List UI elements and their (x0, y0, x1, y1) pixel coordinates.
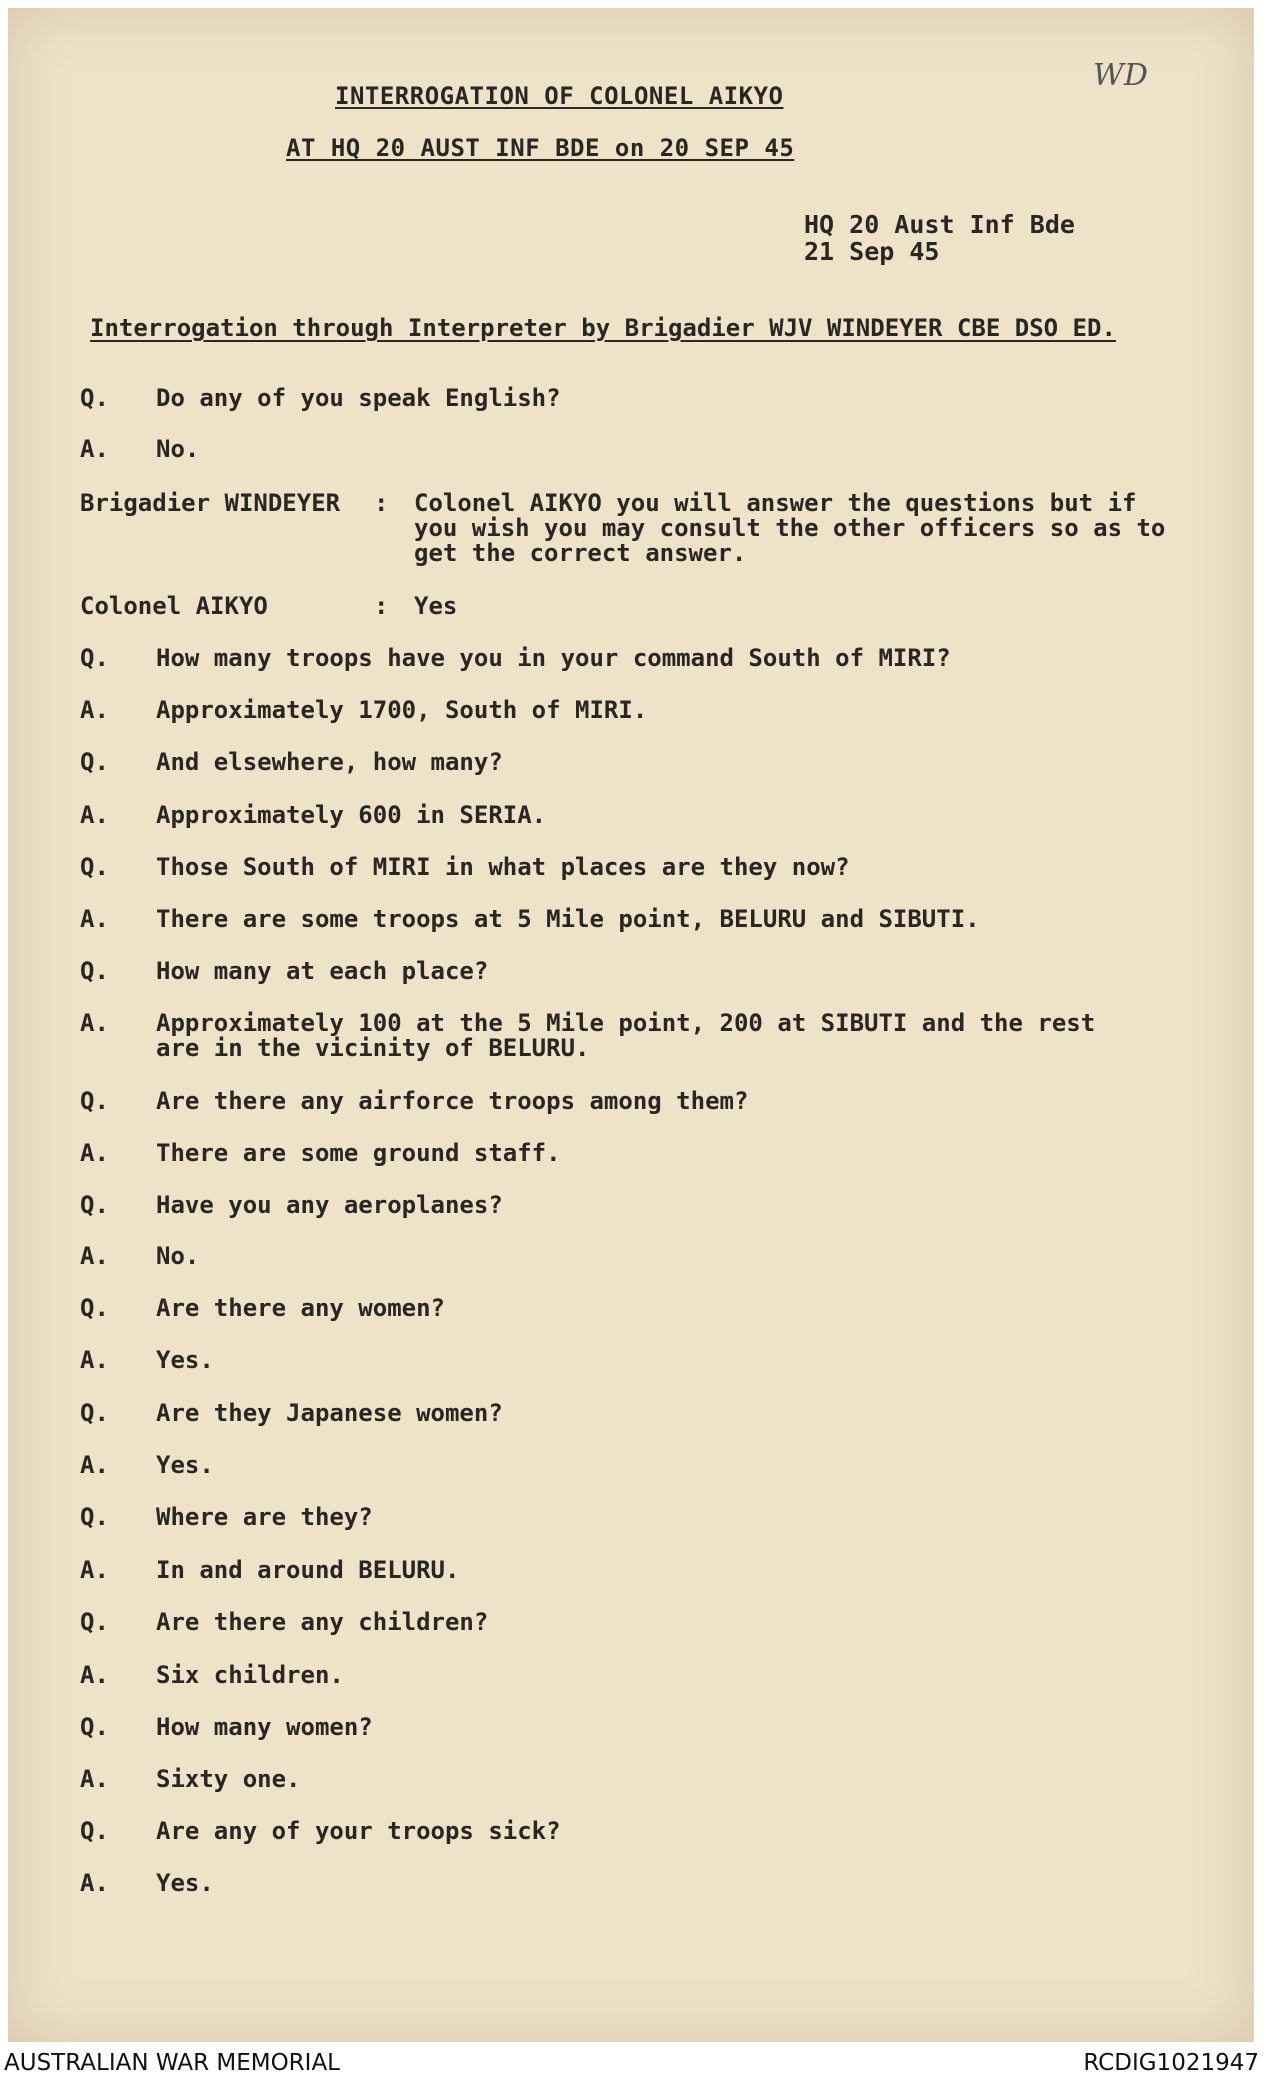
speaker-colon: : (374, 592, 389, 620)
row-text-line: Approximately 100 at the 5 Mile point, 200 at SIBUTI and the rest (156, 1009, 1096, 1037)
speaker-name: Colonel AIKYO (80, 592, 268, 620)
footer-source: AUSTRALIAN WAR MEMORIAL (4, 2050, 340, 2076)
row-label: Q. (80, 748, 109, 776)
row-text: Approximately 600 in SERIA. (156, 801, 547, 829)
row-label: Q. (80, 1503, 109, 1531)
row-text-line: are in the vicinity of BELURU. (156, 1034, 590, 1062)
row-text: Are any of your troops sick? (156, 1817, 561, 1845)
row-text: Are there any children? (156, 1608, 489, 1636)
row-label: A. (80, 1765, 109, 1793)
row-text: Approximately 1700, South of MIRI. (156, 696, 648, 724)
speaker-colon: : (374, 489, 389, 517)
row-text: And elsewhere, how many? (156, 748, 503, 776)
row-label: Q. (80, 1399, 109, 1427)
row-text: Those South of MIRI in what places are they now? (156, 853, 850, 881)
row-text: Where are they? (156, 1503, 373, 1531)
row-text: There are some ground staff. (156, 1139, 561, 1167)
row-text: Are they Japanese women? (156, 1399, 503, 1427)
handwritten-mark: WD (1093, 58, 1148, 93)
row-text (156, 1011, 1095, 1061)
row-text: Are there any women? (156, 1294, 445, 1322)
statement-line: get the correct answer. (414, 539, 747, 567)
row-text: How many women? (156, 1713, 373, 1741)
row-label: Q. (80, 1294, 109, 1322)
statement-line: you wish you may consult the other officers so as to (414, 514, 1166, 542)
header-date: 21 Sep 45 (804, 237, 940, 266)
statement-text: Yes (414, 592, 458, 620)
row-text: Yes. (156, 1346, 214, 1374)
row-label: Q. (80, 384, 109, 412)
row-text: No. (156, 435, 200, 463)
row-label: A. (80, 1346, 109, 1374)
row-text: How many at each place? (156, 957, 489, 985)
row-label: A. (80, 696, 109, 724)
row-label: Q. (80, 1608, 109, 1636)
row-text: Do any of you speak English? (156, 384, 561, 412)
archive-footer (0, 2042, 1271, 2082)
row-text: Are there any airforce troops among them? (156, 1087, 749, 1115)
row-text: Yes. (156, 1869, 214, 1897)
row-text: Sixty one. (156, 1765, 301, 1793)
row-label: Q. (80, 853, 109, 881)
row-label: A. (80, 1139, 109, 1167)
row-label: A. (80, 905, 109, 933)
document-subtitle: AT HQ 20 AUST INF BDE on 20 SEP 45 (286, 134, 795, 162)
row-label: A. (80, 1556, 109, 1584)
row-label: A. (80, 1451, 109, 1479)
row-label: Q. (80, 957, 109, 985)
document-title: INTERROGATION OF COLONEL AIKYO (335, 82, 784, 110)
row-label: A. (80, 1661, 109, 1689)
row-label: Q. (80, 644, 109, 672)
row-label: A. (80, 801, 109, 829)
statement-text (414, 491, 1234, 566)
row-text: Have you any aeroplanes? (156, 1191, 503, 1219)
row-label: A. (80, 435, 109, 463)
footer-record-id: RCDIG1021947 (1083, 2050, 1259, 2076)
row-label: Q. (80, 1817, 109, 1845)
row-text: How many troops have you in your command South of MIRI? (156, 644, 951, 672)
row-label: A. (80, 1869, 109, 1897)
header-unit: HQ 20 Aust Inf Bde (804, 210, 1075, 239)
row-text: In and around BELURU. (156, 1556, 460, 1584)
statement-line: Colonel AIKYO you will answer the questions but if (414, 489, 1137, 517)
row-label: A. (80, 1242, 109, 1270)
document-header (804, 211, 1075, 265)
speaker-name: Brigadier WINDEYER (80, 489, 341, 517)
row-text: There are some troops at 5 Mile point, BELURU and SIBUTI. (156, 905, 980, 933)
section-heading: Interrogation through Interpreter by Brigadier WJV WINDEYER CBE DSO ED. (90, 314, 1116, 342)
row-label: Q. (80, 1713, 109, 1741)
row-label: Q. (80, 1087, 109, 1115)
row-label: Q. (80, 1191, 109, 1219)
row-text: Yes. (156, 1451, 214, 1479)
row-text: No. (156, 1242, 200, 1270)
row-text: Six children. (156, 1661, 344, 1689)
row-label: A. (80, 1009, 109, 1037)
